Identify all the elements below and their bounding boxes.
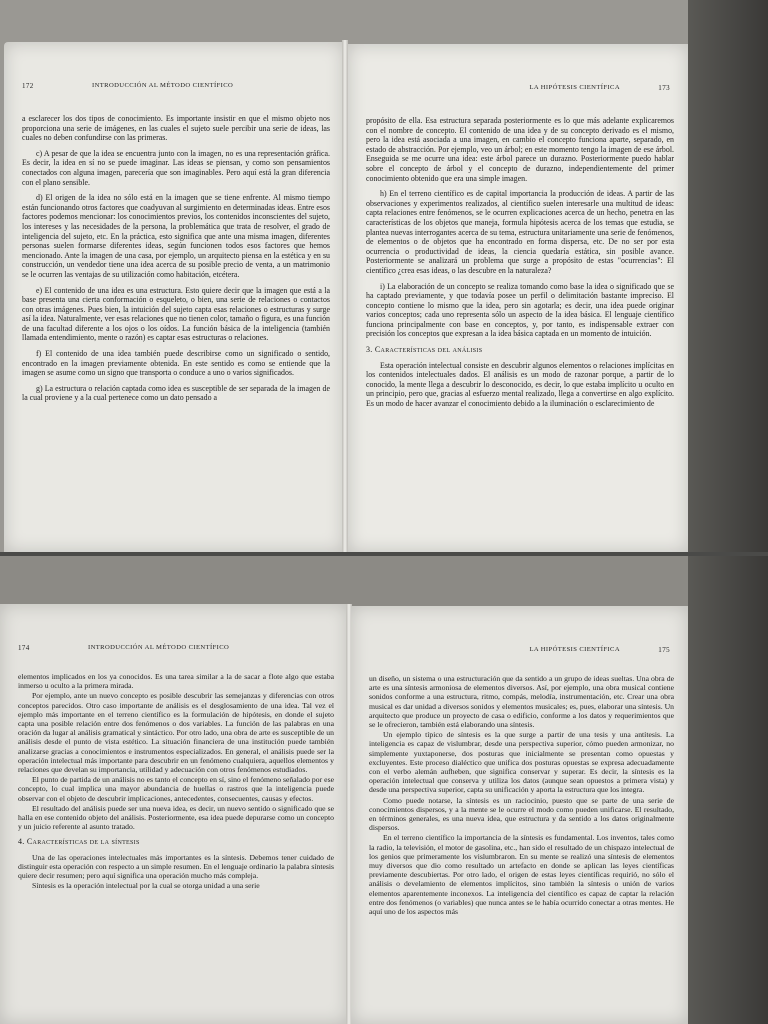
- page-173: [348, 44, 688, 552]
- page-172: [4, 42, 344, 552]
- page-175: [351, 606, 688, 1024]
- running-head: LA HIPÓTESIS CIENTÍFICA: [529, 84, 620, 91]
- page-body: [366, 116, 674, 415]
- bottom-spread: [0, 556, 768, 1024]
- paragraph: En el terreno científico la importancia de la síntesis es fundamental. Los inventos, tales como la radio, la televisión, el motor de gasolina, etc., han sido el resultado de un chispazo intelectual de los genios que primeramente los vislumbraron. En su mente se realizó una síntesis de elementos muy diversos que dio como resultado un artefacto en donde se aplican las leyes científicas previamente descubiertas. Por otro lado, el origen de estas leyes científicas requirió, no sólo el análisis o develamiento de elementos implícitos, sino también la síntesis o unión de varios elementos aparentemente inconexos. La inteligencia del científico es capaz de captar la relación entre dos fenómenos (o variables) que nunca antes se le había ocurrido conectar a otras mentes. He aquí uno de los aspectos más: [369, 833, 674, 917]
- section-heading: [366, 345, 674, 355]
- paragraph: d) El origen de la idea no sólo está en la imagen que se tiene enfrente. Al mismo tiempo están funcionando otros factores que coadyuvan al surgimiento en determinadas ideas. Entre esos factores podemos mencionar: los conocimientos previos, los contenidos inconscientes del sujeto, los intereses y las necesidades de la persona, la problemática que trata de resolver, el grado de inteligencia del sujeto, etc. En la práctica, esto significa que ante una misma imagen, diferentes personas suelen formarse diferentes ideas, según funcionen todos esos factores que hemos mencionado. Ante la imagen de una casa, por ejemplo, un arquitecto piensa en la estética y en su construcción, un vendedor tiene una idea acerca de su posible precio de venta, a un matrimonio se le ocurren las ventajas de su utilización como habitación, etcétera.: [22, 193, 330, 279]
- page-body: [369, 674, 674, 922]
- paragraph: f) El contenido de una idea también puede describirse como un significado o sentido, encontrado en la imagen previamente obtenida. En este sentido es como se entiende que la imagen se asume como un signo que transporta o conduce a uno o varios significados.: [22, 349, 330, 378]
- section-number: 4.: [18, 837, 25, 847]
- paragraph: Esta operación intelectual consiste en descubrir algunos elementos o relaciones implícitas en los contenidos intelectuales dados. El análisis es un modo de razonar porque, a partir de lo conocido, la mente llega a descubrir lo desconocido, es decir, lo que estaba implícito u oculto en un principio, pero que, gracias al esfuerzo mental realizado, llega a convertirse en algo explícito. Es un modo de hacer avanzar el conocimiento debido a la iluminación o esclarecimiento de: [366, 360, 674, 409]
- section-number: 3.: [366, 345, 373, 355]
- paragraph: Una de las operaciones intelectuales más importantes es la síntesis. Debemos tener cuidado de distinguir esta operación con respecto a un simple resumen. En el lenguaje ordinario la palabra síntesis quiere decir resumen; pero aquí significa una operación mucho más compleja.: [18, 852, 334, 881]
- paragraph: a esclarecer los dos tipos de conocimiento. Es importante insistir en que el mismo objeto nos proporciona una serie de imágenes, en las cuales el sujeto suele percibir una serie de ideas, las cuales no deben confundirse con las primeras.: [22, 114, 330, 143]
- paragraph: El resultado del análisis puede ser una nueva idea, es decir, un nuevo sentido o significado que se halla en ese contenido objeto del análisis. Posteriormente, esa idea puede depurarse como un concepto y un juicio referente al asunto tratado.: [18, 803, 334, 832]
- page-body: [18, 672, 334, 896]
- page-number: 175: [658, 646, 670, 654]
- paragraph: un diseño, un sistema o una estructuración que da sentido a un grupo de ideas sueltas. Una obra de arte es una síntesis armoniosa de elementos diversos. Así, por ejemplo, una obra musical contiene sonidos conforme a una estructura, ritmo, compás, melodía, instrumentación, etc. Crear una obra musical es dar unidad a diversos sonidos y elementos musicales; es, pues, elaborar una síntesis. Un arquitecto que produce un proyecto de casa o edificio, conforme a los datos y requerimientos que se le ofrecieron, también está elaborando una síntesis.: [369, 674, 674, 730]
- page-body: [22, 114, 330, 409]
- section-title: Características del análisis: [374, 345, 483, 355]
- paragraph: Como puede notarse, la síntesis es un raciocinio, puesto que se parte de una serie de conocimientos dispersos, y a la mente se le ocurre el modo como pueden unificarse. El resultado, en términos generales, es una nueva idea, que estructura y da sentido a los datos originalmente dispersos.: [369, 795, 674, 833]
- page-174: [0, 604, 348, 1024]
- paragraph: elementos implicados en los ya conocidos. Es una tarea similar a la de sacar a flote algo que estaba inmerso u oculto a la primera mirada.: [18, 672, 334, 691]
- running-head: INTRODUCCIÓN AL MÉTODO CIENTÍFICO: [92, 82, 234, 89]
- paragraph: e) El contenido de una idea es una estructura. Esto quiere decir que la imagen que está a la base presenta una cierta conformación o esqueleto, o bien, una serie de relaciones o contactos con otras imágenes. Pues bien, la intuición del sujeto capta esas relaciones o estructuras y surge así la idea. Naturalmente, ver esas relaciones que no tienen color, tamaño o figura, es una función de una facultad diferente a los ojos o los oídos. La función básica de la inteligencia (también llamada entendimiento, mente o razón) es captar esas estructuras o relaciones.: [22, 285, 330, 343]
- page-number: 174: [18, 644, 30, 652]
- book-edge-shadow: [688, 556, 768, 1024]
- running-head: LA HIPÓTESIS CIENTÍFICA: [529, 646, 620, 653]
- paragraph: Síntesis es la operación intelectual por la cual se otorga unidad a una serie: [32, 881, 260, 891]
- paragraph: h) En el terreno científico es de capital importancia la producción de ideas. A partir de las observaciones y experimentos realizados, al científico suelen interesarle una multitud de ideas: capta relaciones entre fenómenos, se le ocurren explicaciones acerca de un hecho, penetra en las características de los objetos que maneja, formula hipótesis acerca de los temas que estudia, se plantea nuevas interrogantes acerca de su tema, estructura unitariamente una serie de fenómenos, de elementos o de objetos que ha encontrado en forma dispersa, etc. De no ser por esta ocurrencia o productividad de ideas, la ciencia quedaría estática, sin posible avance. Posteriormente se analizará un problema que surge a propósito de estas "ocurrencias": El científico ¿crea esas ideas, o las descubre en la naturaleza?: [366, 189, 674, 275]
- paragraph: g) La estructura o relación captada como idea es susceptible de ser separada de la imagen de la cual proviene y a la cual pertenece como un dato pensado a: [22, 383, 330, 403]
- running-head: INTRODUCCIÓN AL MÉTODO CIENTÍFICO: [88, 644, 230, 651]
- paragraph: i) La elaboración de un concepto se realiza tomando como base la idea o significado que se ha captado previamente, y que todavía posee un perfil o delimitación bastante impreciso. El concepto contiene lo mismo que la idea, pero sin agotarla; es decir, una idea puede originar varios conceptos; cada uno representa sólo un aspecto de la idea básica. El lenguaje científico funciona principalmente con base en conceptos, y, por tanto, es indispensable extraer con precisión los conceptos que expresan a la idea básica captada en un momento de intuición.: [366, 281, 674, 339]
- section-heading: [18, 837, 334, 846]
- book-edge-shadow: [688, 0, 768, 552]
- section-title: Características de la síntesis: [26, 837, 140, 847]
- paragraph: Por ejemplo, ante un nuevo concepto es posible descubrir las semejanzas y diferencias con otros conceptos parecidos. Otro caso importante de análisis es el desglosamiento de una idea. Tal vez el ejemplo más importante en el terreno científico es la formulación de hipótesis, en donde el sujeto capta una posible relación entre dos fenómenos o dos variables. La función de las palabras en una oración da lugar al análisis gramatical y sintáctico. Por otro lado, una obra de arte es susceptible de un análisis desde el punto de vista estético. La situación financiera de una institución puede también analizarse gracias a conocimientos e instrumentos especializados. En general, el análisis puede ser la operación intelectual más importante para descubrir en un fenómeno cualquiera, aquellos elementos y relaciones que develan su importancia, utilidad y adecuación con otros fenómenos estudiados.: [18, 691, 334, 775]
- page-header: [22, 82, 326, 94]
- page-number: 172: [22, 82, 34, 90]
- page-header: [366, 84, 670, 96]
- paragraph: Un ejemplo típico de síntesis es la que surge a partir de una tesis y una antítesis. La inteligencia es capaz de vislumbrar, desde una perspectiva superior, cómo pueden armonizar, no simplemente yuxtaponerse, dos posturas que inicialmente se presentan como opuestas y excluyentes. Este proceso dialéctico que unifica dos posturas opuestas se expresa adecuadamente con el verbo alemán aufheben, que significa conservar y superar. Es decir, la síntesis es la operación intelectual que conserva y utiliza los datos (aunque sean opuestos a primera vista) y desde una perspectiva superior, capta su unificación y aporta la estructura que los integra.: [369, 730, 674, 795]
- page-header: [369, 646, 670, 658]
- page-header: [18, 644, 330, 656]
- paragraph: propósito de ella. Esa estructura separada posteriormente es lo que más adelante explicaremos con el nombre de concepto. El contenido de una idea y de su concepto derivado es el mismo, pero la idea está asociada a una imagen, en cambio el concepto funciona aparte, separado, en estado de abstracción. Por ejemplo, veo un árbol; en este momento tengo la imagen de ese árbol. Enseguida se me ocurre una idea: este árbol parece un durazno. Posteriormente puedo hablar sobre el concepto de árbol y el concepto de durazno, independientemente del primer conocimiento obtenido que era una simple imagen.: [366, 116, 674, 183]
- paragraph: El punto de partida de un análisis no es tanto el concepto en sí, sino el fenómeno señalado por ese concepto, lo cual implica una mayor abundancia de huellas o rastros que la inteligencia puede observar con el objeto de descubrir implicaciones, antecedentes, consecuentes, causas y efectos.: [18, 775, 334, 803]
- paragraph: c) A pesar de que la idea se encuentra junto con la imagen, no es una representación gráfica. Es decir, la idea en sí no se puede imaginar. Las ideas se piensan, y como son pensamientos conectados con alguna imagen, parecería que son imaginables. Pero aquí está la gran diferencia con el plano sensible.: [22, 148, 330, 187]
- page-number: 173: [658, 84, 670, 92]
